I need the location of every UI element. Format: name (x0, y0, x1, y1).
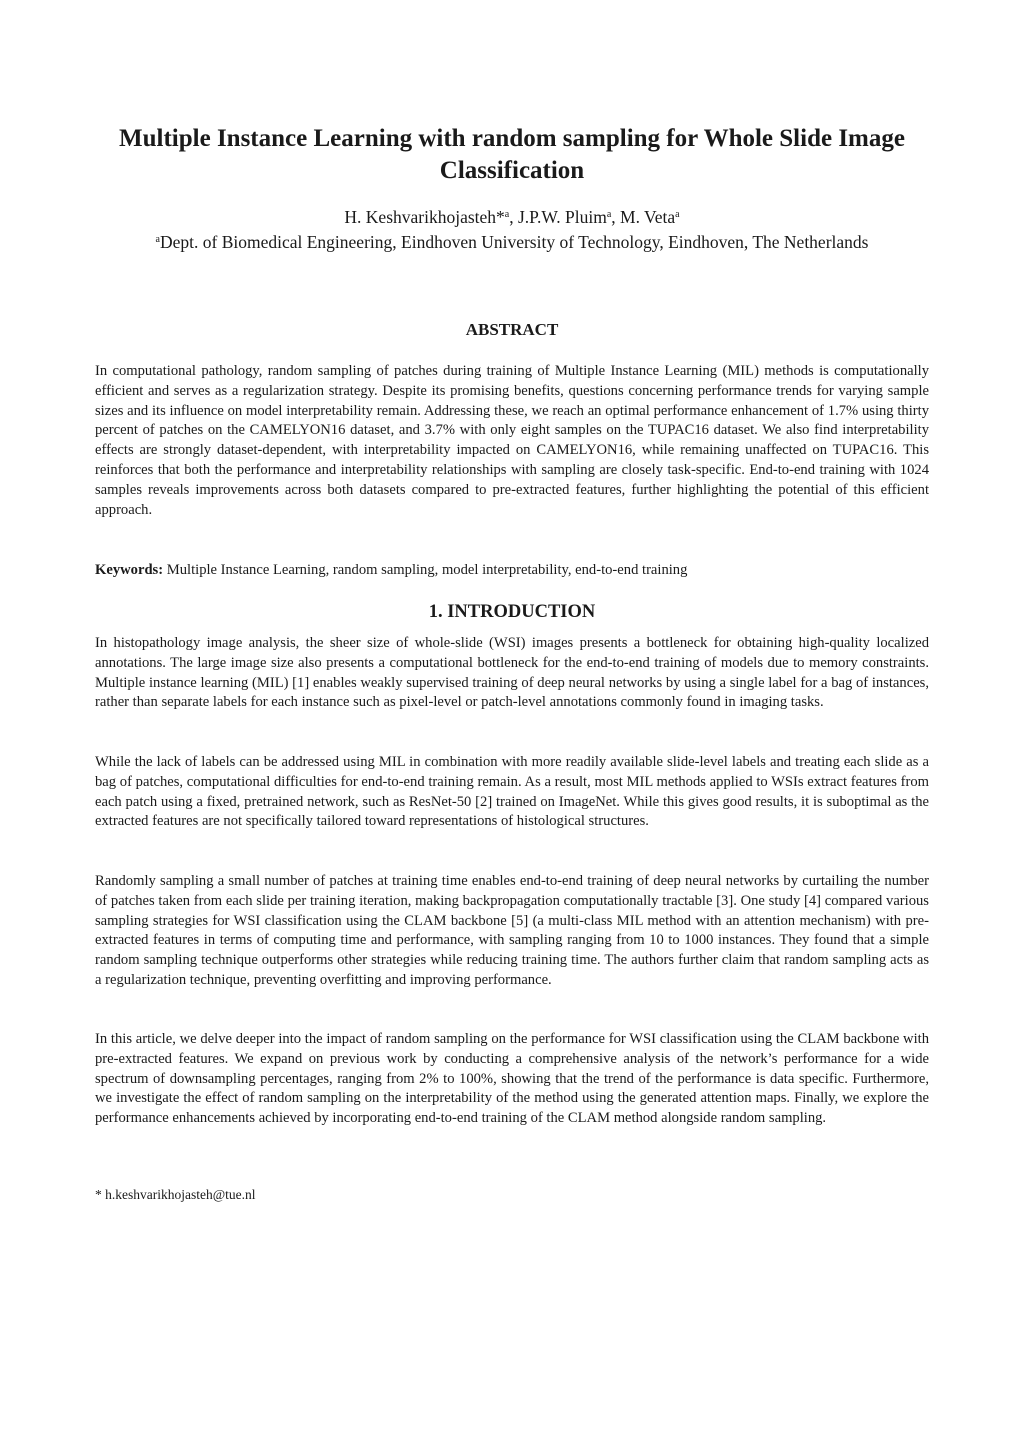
abstract-heading: ABSTRACT (465, 320, 559, 339)
section-heading-introduction: 1. INTRODUCTION (428, 602, 596, 622)
footnote-email: * h.keshvarikhojasteh@tue.nl (95, 1187, 256, 1202)
author-name: H. Keshvarikhojasteh (344, 207, 497, 227)
author-list (95, 205, 929, 229)
affiliation-superscript: a (155, 234, 160, 245)
paper-title: Multiple Instance Learning with random sampling for Whole Slide Image Classification (119, 125, 905, 184)
affiliation-superscript: a (504, 209, 510, 220)
intro-paragraph: In this article, we delve deeper into the impact of random sampling on the performance for WSI classification using the CLAM backbone with pre-extracted features. We expand on previous work by conducting a comprehensive analysis of the network’s performance for a wide spectrum of downsampling percentages, ranging from 2% to 100%, showing that the trend of the performance is data specific. Furthermore, we investigate the effect of random sampling on the interpretability of the method using the generated attention maps. Finally, we explore the performance enhancements achieved by incorporating end-to-end training of the CLAM method alongside random sampling. (95, 1031, 929, 1127)
affiliation-text: Dept. of Biomedical Engineering, Eindhoven University of Technology, Eindhoven, The Netherlands (159, 232, 869, 252)
keywords (95, 561, 929, 581)
corresponding-author-marker: * (496, 207, 505, 227)
author-name: J.P.W. Pluim (518, 207, 607, 227)
intro-paragraph: In histopathology image analysis, the sheer size of whole-slide (WSI) images presents a bottleneck for obtaining high-quality localized annotations. The large image size also presents a computational bottleneck for the end-to-end training of models due to memory constraints. Multiple instance learning (MIL) [1] enables weakly supervised training of deep neural networks by using a single label for a bag of instances, rather than separate labels for each instance such as pixel-level or patch-level annotations commonly found in imaging tasks. (95, 635, 929, 711)
keywords-text: Multiple Instance Learning, random sampling, model interpretability, end-to-end training (166, 562, 688, 578)
intro-paragraph: While the lack of labels can be addressed using MIL in combination with more readily available slide-level labels and treating each slide as a bag of patches, computational difficulties for end-to-end training remain. As a result, most MIL methods applied to WSIs extract features from each patch using a fixed, pretrained network, such as ResNet-50 [2] trained on ImageNet. While this gives good results, it is suboptimal as the extracted features are not specifically tailored toward representations of histological structures. (95, 754, 929, 830)
intro-paragraph: Randomly sampling a small number of patches at training time enables end-to-end training of deep neural networks by curtailing the number of patches taken from each slide per training iteration, making backpropagation computationally tractable [3]. One study [4] compared various sampling strategies for WSI classification using the CLAM backbone [5] (a multi-class MIL method with an attention mechanism) with pre-extracted features in terms of computing time and performance, with sampling ranging from 10 to 1000 instances. They found that a simple random sampling technique outperforms other strategies while reducing training time. The authors further claim that random sampling acts as a regularization technique, preventing overfitting and improving performance. (95, 873, 929, 988)
author-name: M. Veta (620, 207, 676, 227)
author-separator: , (611, 207, 621, 227)
abstract-text: In computational pathology, random sampling of patches during training of Multiple Instance Learning (MIL) methods is computationally efficient and serves as a regularization strategy. Despite its promising benefits, questions concerning performance trends for varying sample sizes and its influence on model interpretability remain. Addressing these, we reach an optimal performance enhancement of 1.7% using thirty percent of patches on the CAMELYON16 dataset, and 3.7% with only eight samples on the TUPAC16 dataset. We also find interpretability effects are strongly dataset-dependent, with interpretability impacted on CAMELYON16, while remaining unaffected on TUPAC16. This reinforces that both the performance and interpretability relationships with sampling are closely task-specific. End-to-end training with 1024 samples reveals improvements across both datasets compared to pre-extracted features, further highlighting the potential of this efficient approach. (95, 363, 929, 518)
affiliation-superscript: a (606, 209, 612, 220)
author-separator: , (509, 207, 518, 227)
affiliation-superscript: a (675, 209, 680, 220)
keywords-label: Keywords: (95, 562, 164, 578)
affiliation (95, 230, 929, 255)
